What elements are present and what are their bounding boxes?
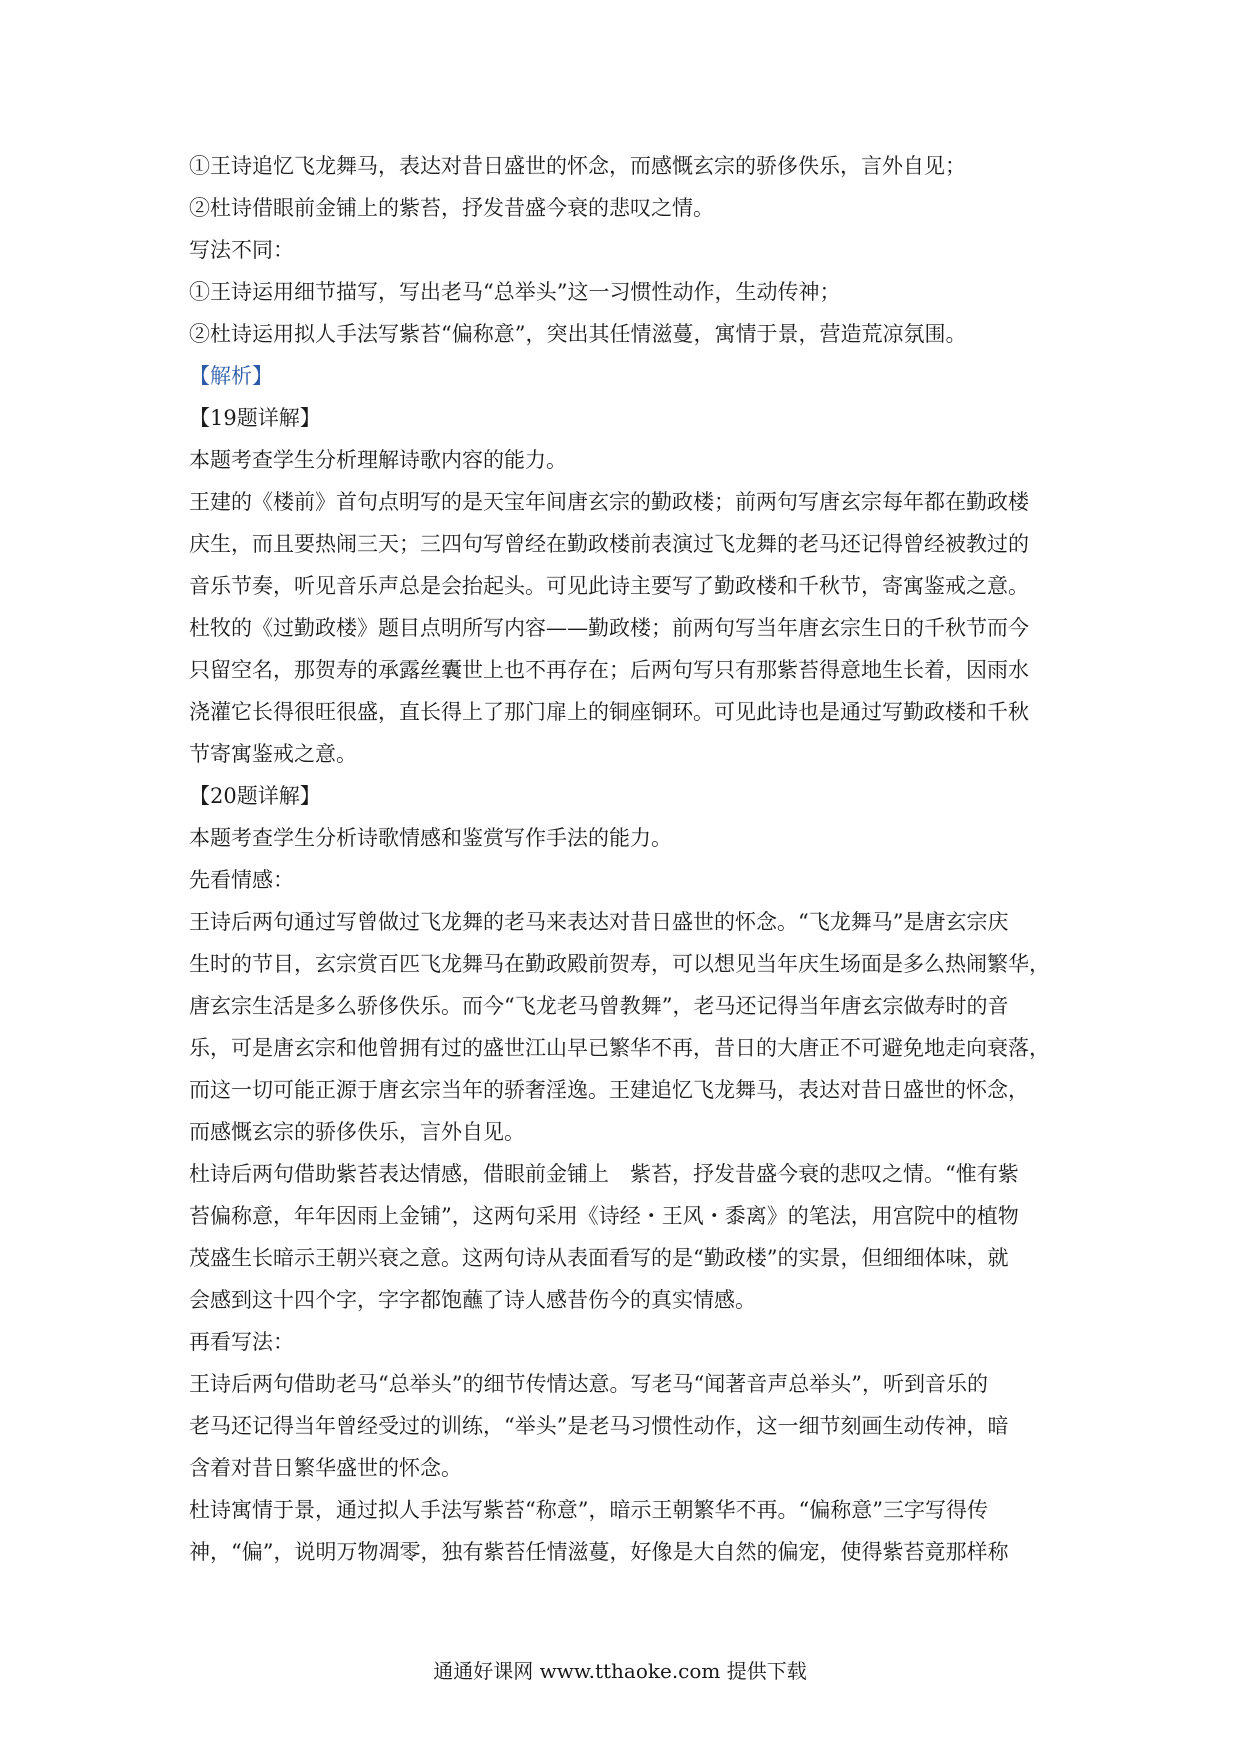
paragraph-line: 而感慨玄宗的骄侈佚乐，言外自见。: [189, 1120, 525, 1144]
answer-wang-writing: ①王诗运用细节描写，写出老马“总举头”这一习惯性动作，生动传神；: [189, 280, 841, 304]
paragraph-line: 音乐节奏，听见音乐声总是会抬起头。可见此诗主要写了勤政楼和千秋节，寄寓鉴戒之意。: [189, 574, 1029, 598]
paragraph-line: 生时的节目，玄宗赏百匹飞龙舞马在勤政殿前贺寿，可以想见当年庆生场面是多么热闹繁华，: [189, 952, 1050, 976]
answer-du-emotion: ②杜诗借眼前金铺上的紫苔，抒发昔盛今衰的悲叹之情。: [189, 196, 714, 220]
paragraph-line: 王诗后两句通过写曾做过飞龙舞的老马来表达对昔日盛世的怀念。“飞龙舞马”是唐玄宗庆: [189, 910, 1009, 934]
emotion-subheading: 先看情感：: [189, 868, 294, 892]
paragraph-line: 庆生，而且要热闹三天；三四句写曾经在勤政楼前表演过飞龙舞的老马还记得曾经被教过的: [189, 532, 1029, 556]
answer-wang-emotion: ①王诗追忆飞龙舞马，表达对昔日盛世的怀念，而感慨玄宗的骄侈佚乐，言外自见；: [189, 154, 966, 178]
paragraph-line: 浇灌它长得很旺很盛，直长得上了那门扉上的铜座铜环。可见此诗也是通过写勤政楼和千秋: [189, 700, 1029, 724]
q19-heading: 【19题详解】: [189, 406, 321, 430]
paragraph-line: 茂盛生长暗示王朝兴衰之意。这两句诗从表面看写的是“勤政楼”的实景，但细细体味，就: [189, 1246, 1009, 1270]
q20-heading: 【20题详解】: [189, 784, 321, 808]
analysis-tag: 【解析】: [189, 364, 273, 388]
paragraph-line: 节寄寓鉴戒之意。: [189, 742, 357, 766]
paragraph-line: 含着对昔日繁华盛世的怀念。: [189, 1456, 462, 1480]
document-body: [189, 145, 1059, 1573]
writing-subheading: 再看写法：: [189, 1330, 294, 1354]
paragraph-line: 本题考查学生分析诗歌情感和鉴赏写作手法的能力。: [189, 826, 672, 850]
paragraph-line: 而这一切可能正源于唐玄宗当年的骄奢淫逸。王建追忆飞龙舞马，表达对昔日盛世的怀念，: [189, 1078, 1029, 1102]
page-footer: 通通好课网 www.tthaoke.com 提供下载: [433, 1659, 807, 1683]
paragraph-line: 乐，可是唐玄宗和他曾拥有过的盛世江山早已繁华不再，昔日的大唐正不可避免地走向衰落，: [189, 1036, 1050, 1060]
paragraph-line: 杜诗寓情于景，通过拟人手法写紫苔“称意”，暗示王朝繁华不再。“偏称意”三字写得传: [189, 1498, 988, 1522]
paragraph-line: 老马还记得当年曾经受过的训练，“举头”是老马习惯性动作，这一细节刻画生动传神，暗: [189, 1414, 1009, 1438]
paragraph-line: 王诗后两句借助老马“总举头”的细节传情达意。写老马“闻著音声总举头”，听到音乐的: [189, 1372, 988, 1396]
answer-du-writing: ②杜诗运用拟人手法写紫苔“偏称意”，突出其任情滋蔓，寓情于景，营造荒凉氛围。: [189, 322, 967, 346]
paragraph-line: 苔偏称意，年年因雨上金铺”，这两句采用《诗经・王风・黍离》的笔法，用宫院中的植物: [189, 1204, 1019, 1228]
writing-diff-heading: 写法不同：: [189, 238, 294, 262]
paragraph-line: 神，“偏”，说明万物凋零，独有紫苔任情滋蔓，好像是大自然的偏宠，使得紫苔竟那样称: [189, 1540, 1009, 1564]
paragraph-line: 杜牧的《过勤政楼》题目点明所写内容——勤政楼；前两句写当年唐玄宗生日的千秋节而今: [189, 616, 1029, 640]
paragraph-line: 只留空名，那贺寿的承露丝囊世上也不再存在；后两句写只有那紫苔得意地生长着，因雨水: [189, 658, 1029, 682]
paragraph-line: 唐玄宗生活是多么骄侈佚乐。而今“飞龙老马曾教舞”，老马还记得当年唐玄宗做寿时的音: [189, 994, 1009, 1018]
paragraph-line: 王建的《楼前》首句点明写的是天宝年间唐玄宗的勤政楼；前两句写唐玄宗每年都在勤政楼: [189, 490, 1029, 514]
paragraph-line: 会感到这十四个字，字字都饱蘸了诗人感昔伤今的真实情感。: [189, 1288, 756, 1312]
paragraph-line: 本题考查学生分析理解诗歌内容的能力。: [189, 448, 567, 472]
paragraph-line: 杜诗后两句借助紫苔表达情感，借眼前金铺上 紫苔，抒发昔盛今衰的悲叹之情。“惟有紫: [189, 1162, 1019, 1186]
